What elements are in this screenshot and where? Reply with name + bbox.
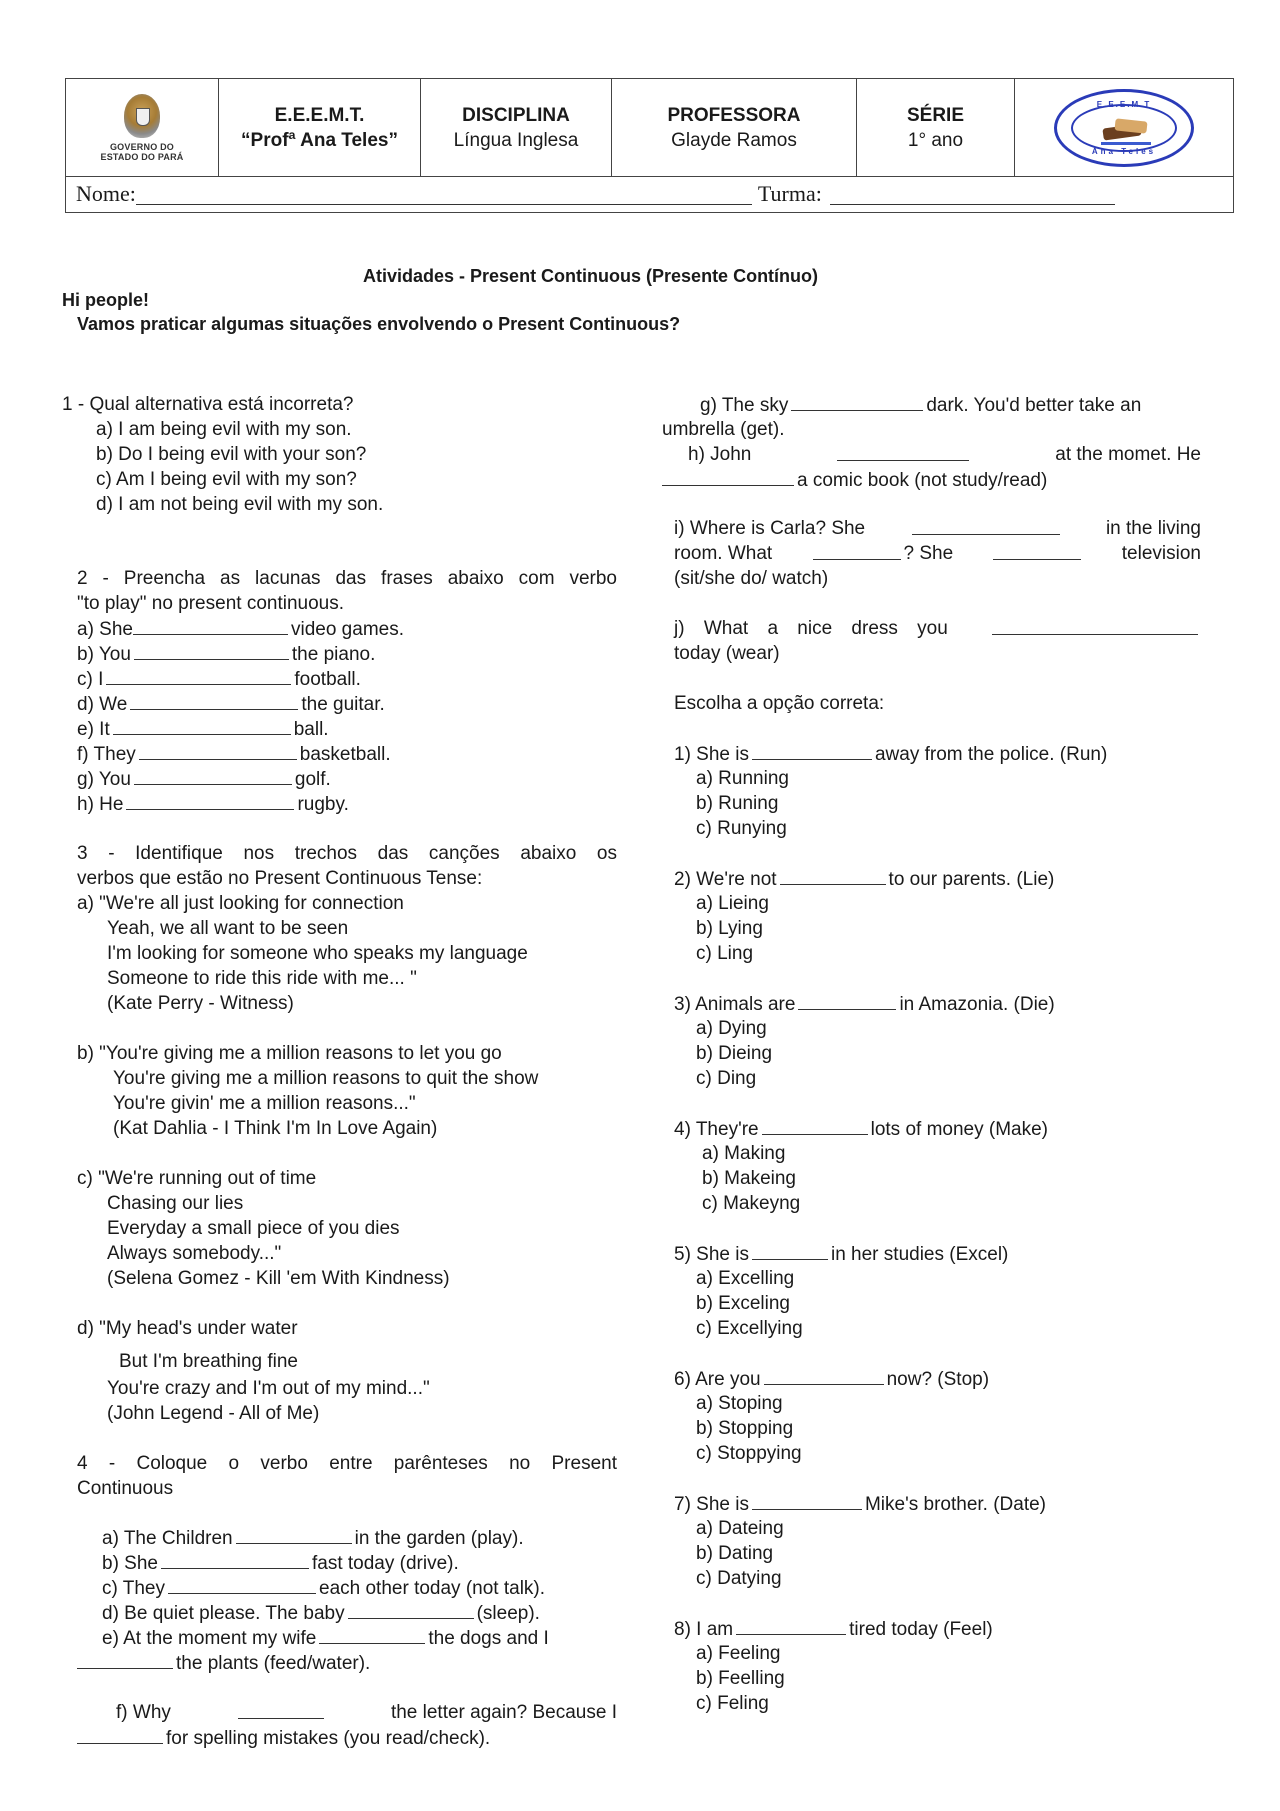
gov-text-1: GOVERNO DO (109, 141, 174, 152)
song-b-line3: You're givin' me a million reasons..." (113, 1093, 416, 1114)
song-c-line1: c) "We're running out of time (77, 1168, 317, 1189)
q2-blank-b[interactable] (134, 641, 289, 660)
q4-item-j-line1: j) What a nice dress you (674, 616, 1201, 641)
q2-item-f: f) They basketball. (77, 741, 391, 767)
q4-blank-e2[interactable] (77, 1650, 173, 1669)
mc2-option-b[interactable]: b) Lying (696, 918, 763, 939)
q4-item-i-line2: room. What ? She television (674, 543, 1201, 564)
mc1-option-c[interactable]: c) Runying (696, 818, 787, 839)
school-logo-icon (1054, 89, 1194, 167)
mc5-option-b[interactable]: b) Exceling (696, 1293, 790, 1314)
q2-item-a: a) She video games. (77, 616, 404, 642)
mc5-option-c[interactable]: c) Excellying (696, 1318, 803, 1339)
name-label: Nome: (76, 181, 136, 206)
q2-prompt-line1: 2 - Preencha as lacunas das frases abaixo com verbo (77, 568, 617, 589)
q4-blank-i1[interactable] (912, 516, 1060, 535)
q2-blank-g[interactable] (134, 766, 292, 785)
q2-blank-d[interactable] (130, 691, 298, 710)
q1-option-d: d) I am not being evil with my son. (96, 494, 384, 515)
q4-item-e-line2: the plants (feed/water). (77, 1650, 370, 1676)
school-logo-top-text: E.E.E.M.T (1096, 99, 1152, 109)
mc4-option-b[interactable]: b) Makeing (702, 1168, 796, 1189)
q4-blank-a[interactable] (236, 1525, 352, 1544)
gov-text-2: ESTADO DO PARÁ (100, 151, 184, 162)
q2-item-b: b) You the piano. (77, 641, 375, 667)
q4-item-b: b) She fast today (drive). (102, 1550, 459, 1576)
teacher-value: Glayde Ramos (671, 129, 797, 151)
q2-prompt-line2: "to play" no present continuous. (77, 593, 344, 614)
mc2-option-c[interactable]: c) Ling (696, 943, 754, 964)
song-a-line4: Someone to ride this ride with me... " (107, 968, 417, 989)
song-d-credit: (John Legend - All of Me) (107, 1403, 320, 1424)
mc4-blank[interactable] (762, 1116, 868, 1135)
mc5-blank[interactable] (752, 1241, 828, 1260)
mc5-option-a[interactable]: a) Excelling (696, 1268, 795, 1289)
mc7-stem: 7) She is Mike's brother. (Date) (674, 1491, 1046, 1517)
mc5-stem: 5) She is in her studies (Excel) (674, 1241, 1008, 1267)
q2-blank-c[interactable] (106, 666, 291, 685)
q2-item-e: e) It ball. (77, 716, 329, 742)
mc8-option-a[interactable]: a) Feeling (696, 1643, 781, 1664)
student-info-row (66, 176, 1233, 212)
song-d-line2: But I'm breathing fine (119, 1351, 298, 1372)
q4-blank-j[interactable] (992, 616, 1198, 635)
song-a-line3: I'm looking for someone who speaks my language (107, 943, 528, 964)
q4-item-j-line2: today (wear) (674, 643, 780, 664)
q4-item-g-line2: umbrella (get). (662, 419, 785, 440)
subject-cell (421, 79, 612, 176)
school-subtitle: “Profª Ana Teles” (241, 129, 398, 151)
intro: Vamos praticar algumas situações envolvendo o Present Continuous? (77, 314, 681, 334)
mc8-blank[interactable] (736, 1616, 846, 1635)
q4-item-i-line1: i) Where is Carla? She in the living (674, 518, 1201, 539)
song-a-credit: (Kate Perry - Witness) (107, 993, 294, 1014)
class-label: Turma: (757, 181, 822, 206)
q4-item-h-line2: a comic book (not study/read) (662, 467, 1047, 493)
song-c-line4: Always somebody..." (107, 1243, 282, 1264)
q1-option-a: a) I am being evil with my son. (96, 419, 352, 440)
q4-blank-f2[interactable] (77, 1725, 163, 1744)
mc6-option-c[interactable]: c) Stoppying (696, 1443, 802, 1464)
grade-cell (857, 79, 1015, 176)
song-a-line1: a) "We're all just looking for connection (77, 893, 404, 914)
q4-blank-i3[interactable] (993, 541, 1081, 560)
grade-label: SÉRIE (906, 104, 965, 126)
q4-item-g-line1: g) The sky dark. You'd better take an (700, 392, 1141, 418)
song-b-credit: (Kat Dahlia - I Think I'm In Love Again) (113, 1118, 438, 1139)
q2-item-g: g) You golf. (77, 766, 331, 792)
class-field[interactable] (830, 184, 1115, 205)
mc1-option-b[interactable]: b) Runing (696, 793, 779, 814)
mc7-option-c[interactable]: c) Datying (696, 1568, 782, 1589)
q4-item-a: a) The Children in the garden (play). (102, 1525, 524, 1551)
school-logo-cell (1015, 79, 1233, 176)
mc8-option-b[interactable]: b) Feelling (696, 1668, 785, 1689)
mc8-stem: 8) I am tired today (Feel) (674, 1616, 993, 1642)
q2-blank-a[interactable] (133, 616, 288, 635)
q4-blank-h2[interactable] (662, 467, 794, 486)
mc3-stem: 3) Animals are in Amazonia. (Die) (674, 991, 1055, 1017)
q4-blank-h1[interactable] (837, 442, 969, 461)
q4-item-f-line2: for spelling mistakes (you read/check). (77, 1725, 490, 1751)
subject-value: Língua Inglesa (453, 129, 579, 151)
q4-blank-f1[interactable] (238, 1700, 324, 1719)
q4-blank-d[interactable] (348, 1600, 474, 1619)
q2-item-h: h) He rugby. (77, 791, 349, 817)
q4-prompt-line2: Continuous (77, 1478, 174, 1499)
mc3-blank[interactable] (798, 991, 896, 1010)
song-c-line2: Chasing our lies (107, 1193, 244, 1214)
mc8-option-c[interactable]: c) Feling (696, 1693, 769, 1714)
q4-item-e-line1: e) At the moment my wife the dogs and I (102, 1625, 549, 1651)
mc3-option-b[interactable]: b) Dieing (696, 1043, 773, 1064)
q4-item-c: c) They each other today (not talk). (102, 1575, 545, 1601)
grade-value: 1° ano (907, 129, 964, 151)
q4-blank-i2[interactable] (813, 541, 901, 560)
song-d-line3: You're crazy and I'm out of my mind..." (107, 1378, 430, 1399)
song-c-credit: (Selena Gomez - Kill 'em With Kindness) (107, 1268, 450, 1289)
q4-blank-c[interactable] (168, 1575, 316, 1594)
q2-blank-f[interactable] (139, 741, 297, 760)
q2-item-d: d) We the guitar. (77, 691, 385, 717)
song-b-line1: b) "You're giving me a million reasons to let you go (77, 1043, 502, 1064)
gov-logo-cell (66, 79, 219, 176)
song-a-line2: Yeah, we all want to be seen (107, 918, 349, 939)
mc7-blank[interactable] (752, 1491, 862, 1510)
school-name: E.E.E.M.T. (274, 104, 365, 126)
mc6-stem: 6) Are you now? (Stop) (674, 1366, 989, 1392)
q4-blank-b[interactable] (161, 1550, 309, 1569)
song-b-line2: You're giving me a million reasons to quit the show (113, 1068, 539, 1089)
school-cell (219, 79, 421, 176)
teacher-cell (612, 79, 857, 176)
q3-prompt-line1: 3 - Identifique nos trechos das canções abaixo os (77, 843, 617, 864)
q4-blank-g[interactable] (791, 392, 923, 411)
song-c-line3: Everyday a small piece of you dies (107, 1218, 400, 1239)
teacher-label: PROFESSORA (667, 104, 801, 126)
q4-item-i-line3: (sit/she do/ watch) (674, 568, 829, 589)
header-row (66, 79, 1233, 177)
greeting: Hi people! (62, 290, 150, 310)
coat-of-arms-icon (124, 94, 160, 138)
mc3-option-c[interactable]: c) Ding (696, 1068, 757, 1089)
subject-label: DISCIPLINA (462, 104, 570, 126)
gov-logo (101, 94, 184, 162)
mc6-option-a[interactable]: a) Stoping (696, 1393, 783, 1414)
q5-prompt: Escolha a opção correta: (674, 693, 885, 714)
q4-prompt-line1: 4 - Coloque o verbo entre parênteses no Present (77, 1453, 617, 1474)
q1-option-c: c) Am I being evil with my son? (96, 469, 357, 490)
mc1-option-a[interactable]: a) Running (696, 768, 789, 789)
page-title: Atividades - Present Continuous (Presente Contínuo) (363, 266, 819, 286)
q4-item-h-line1: h) John at the momet. He (688, 444, 1201, 465)
q1-option-b: b) Do I being evil with your son? (96, 444, 367, 465)
q2-blank-e[interactable] (113, 716, 291, 735)
mc2-blank[interactable] (780, 866, 886, 885)
school-logo-bottom-text: Ana Teles (1091, 146, 1157, 156)
mc6-blank[interactable] (764, 1366, 884, 1385)
name-field[interactable] (136, 184, 752, 205)
handshake-icon (1103, 118, 1149, 140)
mc2-option-a[interactable]: a) Lieing (696, 893, 769, 914)
q3-prompt-line2: verbos que estão no Present Continuous Tense: (77, 868, 483, 889)
mc3-option-a[interactable]: a) Dying (696, 1018, 767, 1039)
song-d-line1: d) "My head's under water (77, 1318, 298, 1339)
mc1-blank[interactable] (752, 741, 872, 760)
mc1-stem: 1) She is away from the police. (Run) (674, 741, 1107, 767)
q1-prompt: 1 - Qual alternativa está incorreta? (62, 394, 354, 415)
q4-item-f-line1: f) Why the letter again? Because I (116, 1702, 617, 1723)
mc2-stem: 2) We're not to our parents. (Lie) (674, 866, 1054, 892)
q2-blank-h[interactable] (126, 791, 294, 810)
q2-item-c: c) I football. (77, 666, 361, 692)
mc7-option-a[interactable]: a) Dateing (696, 1518, 784, 1539)
mc7-option-b[interactable]: b) Dating (696, 1543, 774, 1564)
mc6-option-b[interactable]: b) Stopping (696, 1418, 794, 1439)
header-table (65, 78, 1234, 213)
mc4-option-a[interactable]: a) Making (702, 1143, 786, 1164)
mc4-option-c[interactable]: c) Makeyng (702, 1193, 801, 1214)
q4-blank-e1[interactable] (319, 1625, 425, 1644)
mc4-stem: 4) They're lots of money (Make) (674, 1116, 1048, 1142)
q4-item-d: d) Be quiet please. The baby (sleep). (102, 1600, 540, 1626)
